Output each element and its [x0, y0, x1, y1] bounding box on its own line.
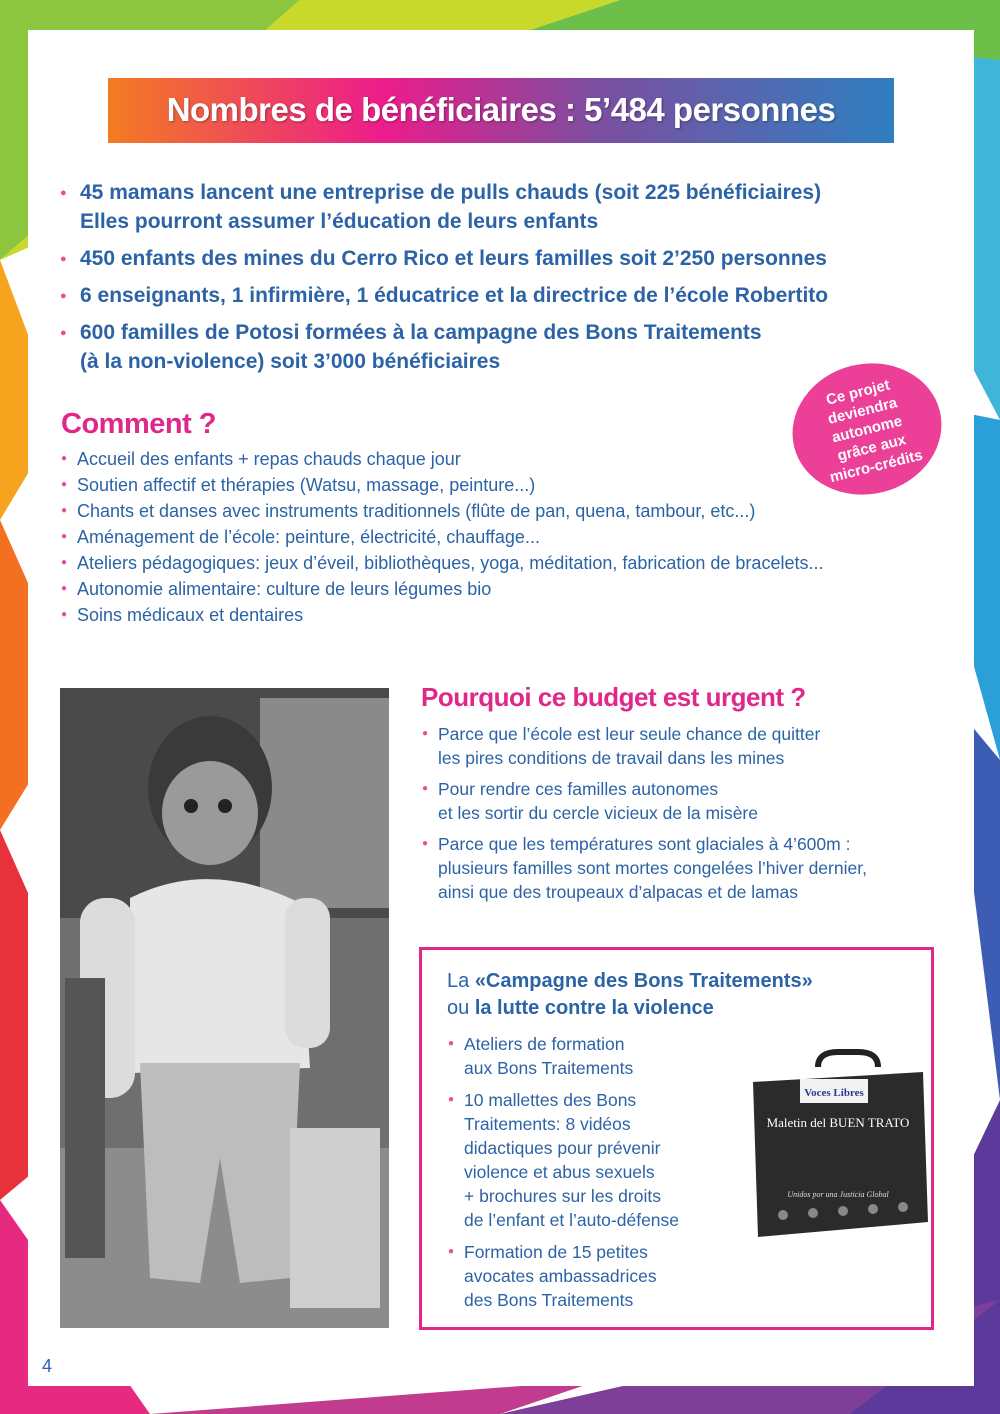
comment-list [61, 446, 921, 628]
list-item: ● 45 mamans lancent une entreprise de pulls chauds (soit 225 bénéficiaires) Elles pourront assumer l’éducation de leurs enfants [60, 178, 920, 236]
list-item: ● Chants et danses avec instruments traditionnels (flûte de pan, quena, tambour, etc...) [61, 498, 921, 524]
campagne-box [419, 947, 934, 1330]
list-item: ● Parce que l’école est leur seule chance de quitter les pires conditions de travail dans les mines [422, 722, 942, 770]
bag-title: Maletin del BUEN TRATO [766, 1115, 910, 1130]
list-item: ● Parce que les températures sont glaciales à 4’600m : plusieurs familles sont mortes congelées l’hiver dernier, ainsi que des troupeaux d’alpacas et de lamas [422, 832, 942, 904]
page-content [28, 30, 974, 1386]
bag-label: Voces Libres [804, 1087, 864, 1099]
list-item: ● Ateliers de formation aux Bons Traitements [448, 1032, 718, 1080]
pourquoi-list [422, 722, 942, 911]
pourquoi-heading: Pourquoi ce budget est urgent ? [421, 682, 806, 712]
beneficiaries-list [60, 178, 920, 384]
list-item: ● 6 enseignants, 1 infirmière, 1 éducatrice et la directrice de l’école Robertito [60, 281, 920, 310]
list-item: ● Aménagement de l’école: peinture, électricité, chauffage... [61, 524, 921, 550]
comment-heading: Comment ? [61, 408, 216, 440]
autonomy-badge: Ce projet deviendra autonome grâce aux micro-crédits [779, 348, 956, 510]
page-number: 4 [42, 1356, 53, 1376]
list-item: ● Ateliers pédagogiques: jeux d’éveil, bibliothèques, yoga, méditation, fabrication de bracelets... [61, 550, 921, 576]
maletin-bag-image [738, 1047, 933, 1247]
list-item: ● Pour rendre ces familles autonomes et les sortir du cercle vicieux de la misère [422, 777, 942, 825]
list-item: ● Soutien affectif et thérapies (Watsu, massage, peinture...) [61, 472, 921, 498]
bag-slogan: Unidos por una Justicia Global [787, 1190, 889, 1199]
list-item: ● Accueil des enfants + repas chauds chaque jour [61, 446, 921, 472]
campagne-title: La «Campagne des Bons Traitements» ou la lutte contre la violence [447, 970, 813, 1019]
child-photo [60, 688, 389, 1328]
campagne-list [448, 1032, 718, 1320]
list-item: ● 600 familles de Potosi formées à la campagne des Bons Traitements (à la non-violence) soit 3’000 bénéficiaires [60, 318, 920, 376]
beneficiaries-banner: Nombres de bénéficiaires : 5’484 personnes [108, 78, 894, 143]
list-item: ● Soins médicaux et dentaires [61, 602, 921, 628]
list-item: ● Autonomie alimentaire: culture de leurs légumes bio [61, 576, 921, 602]
list-item: ● Formation de 15 petites avocates ambassadrices des Bons Traitements [448, 1240, 718, 1312]
list-item: ● 10 mallettes des Bons Traitements: 8 vidéos didactiques pour prévenir violence et abus sexuels + brochures sur les droits de l’enfant et l’auto-défense [448, 1088, 718, 1232]
list-item: ● 450 enfants des mines du Cerro Rico et leurs familles soit 2’250 personnes [60, 244, 920, 273]
